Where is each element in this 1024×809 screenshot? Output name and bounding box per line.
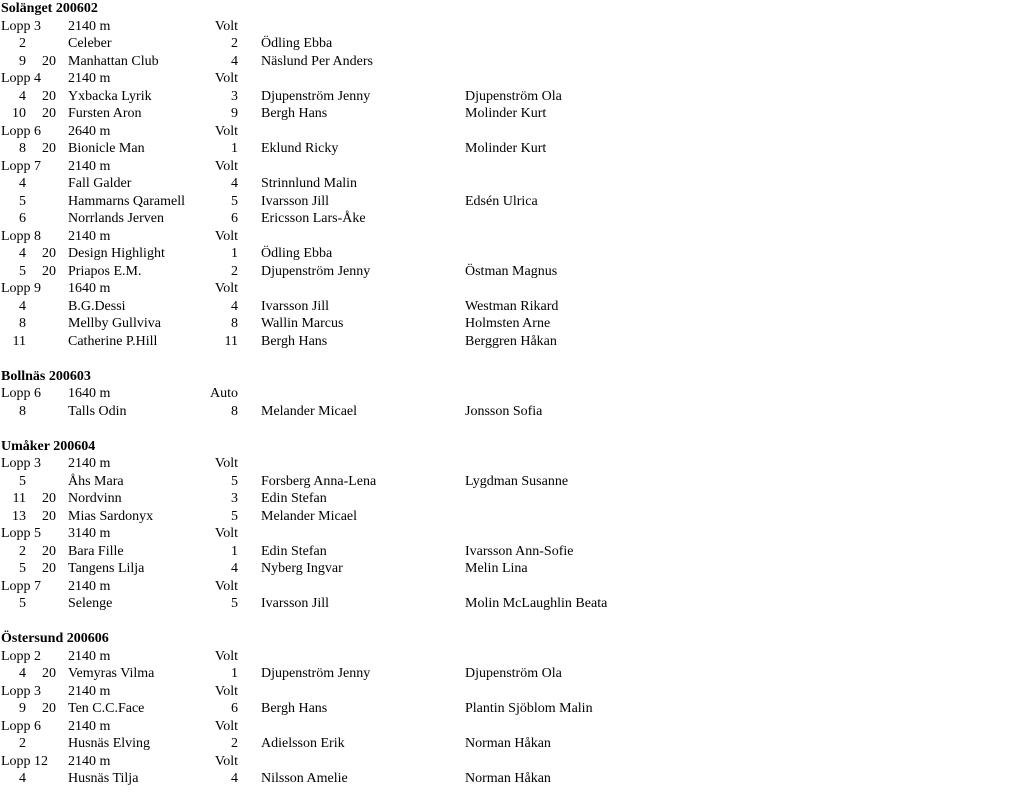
driver-name: Eklund Ricky [261,141,339,156]
start-type: Volt [214,578,238,594]
start-number: 4 [19,246,26,261]
entry-row [0,210,1024,228]
blank-line [0,350,1024,368]
horse-name: Vemyras Vilma [68,666,155,681]
entry-row [0,595,1024,613]
post-position: 2 [231,263,238,279]
start-number: 5 [19,596,26,611]
horse-name: B.G.Dessi [68,298,126,314]
entry-row [0,560,1024,578]
section-heading: Östersund 200606 [1,631,109,646]
handicap-distance: 20 [42,701,56,716]
post-position: 3 [231,491,238,506]
trainer-name: Lygdman Susanne [465,473,569,489]
start-type: Volt [214,648,238,664]
start-number: 4 [19,666,26,681]
post-position: 4 [231,176,238,191]
horse-name: Talls Odin [68,403,127,419]
trainer-name: Ivarsson Ann-Sofie [465,543,574,559]
race-number: Lopp 9 [1,281,42,296]
section-heading-row [0,368,1024,386]
race-row [0,455,1024,473]
entry-row [0,333,1024,351]
trainer-name: Holmsten Arne [465,316,551,331]
race-distance: 2140 m [68,648,111,664]
post-position: 5 [231,508,238,524]
post-position: 8 [231,316,238,331]
horse-name: Priapos E.M. [68,263,142,279]
handicap-distance: 20 [42,561,56,576]
horse-name: Fursten Aron [68,106,142,121]
start-type: Volt [214,718,238,734]
post-position: 4 [231,771,238,786]
driver-name: Bergh Hans [261,333,328,349]
handicap-distance: 20 [42,246,56,261]
race-number: Lopp 5 [1,526,42,541]
post-position: 2 [231,36,238,51]
trainer-name: Melin Lina [465,561,528,576]
entry-row [0,140,1024,158]
trainer-name: Östman Magnus [465,263,558,279]
section-heading: Solänget 200602 [1,1,98,16]
horse-name: Fall Galder [68,176,132,191]
race-distance: 1640 m [68,281,111,296]
race-row [0,648,1024,666]
trainer-name: Westman Rikard [465,298,559,314]
driver-name: Bergh Hans [261,106,328,121]
post-position: 6 [231,701,238,716]
post-position: 1 [231,543,238,559]
handicap-distance: 20 [42,141,56,156]
start-type: Volt [214,683,238,699]
start-type: Volt [214,158,238,174]
race-row [0,718,1024,736]
race-number: Lopp 3 [1,456,42,471]
start-number: 11 [12,491,26,506]
post-position: 5 [231,193,238,209]
driver-name: Ödling Ebba [261,36,333,51]
race-distance: 2140 m [68,18,111,34]
race-number: Lopp 3 [1,18,42,34]
race-row [0,228,1024,246]
entry-row [0,508,1024,526]
race-row [0,385,1024,403]
handicap-distance: 20 [42,666,56,681]
start-type: Volt [214,18,238,34]
start-type: Volt [214,71,238,86]
entry-row [0,770,1024,788]
driver-name: Djupenström Jenny [261,88,371,104]
race-distance: 3140 m [68,526,111,541]
trainer-name: Jonsson Sofia [465,403,543,419]
section-heading-row [0,630,1024,648]
start-number: 5 [19,193,26,209]
section-heading-row [0,438,1024,456]
horse-name: Husnäs Tilja [68,771,139,786]
handicap-distance: 20 [42,263,56,279]
start-number: 4 [19,298,26,314]
trainer-name: Plantin Sjöblom Malin [465,701,593,716]
section-heading-row [0,0,1024,18]
driver-name: Wallin Marcus [261,316,344,331]
horse-name: Celeber [68,36,112,51]
horse-name: Manhattan Club [68,53,159,69]
start-number: 11 [12,333,26,349]
race-row [0,70,1024,88]
start-number: 5 [19,561,26,576]
horse-name: Tangens Lilja [68,561,145,576]
race-row [0,158,1024,176]
race-number: Lopp 2 [1,648,42,664]
race-number: Lopp 12 [1,753,49,769]
post-position: 11 [224,333,238,349]
horse-name: Selenge [68,596,113,611]
driver-name: Melander Micael [261,403,358,419]
start-number: 5 [19,263,26,279]
start-type: Volt [214,456,238,471]
driver-name: Näslund Per Anders [261,53,373,69]
driver-name: Adielsson Erik [261,736,345,751]
horse-name: Catherine P.Hill [68,333,158,349]
entry-row [0,490,1024,508]
trainer-name: Molin McLaughlin Beata [465,596,608,611]
driver-name: Nyberg Ingvar [261,561,343,576]
trainer-name: Norman Håkan [465,736,551,751]
driver-name: Ödling Ebba [261,246,333,261]
race-number: Lopp 6 [1,123,42,139]
horse-name: Design Highlight [68,246,165,261]
start-number: 6 [19,211,26,226]
start-type: Volt [214,123,238,139]
race-distance: 2140 m [68,718,111,734]
race-distance: 2640 m [68,123,111,139]
entry-row [0,35,1024,53]
entry-row [0,700,1024,718]
post-position: 5 [231,596,238,611]
post-position: 1 [231,141,238,156]
race-row [0,123,1024,141]
entry-row [0,88,1024,106]
start-number: 5 [19,473,26,489]
entry-row [0,263,1024,281]
entry-row [0,543,1024,561]
handicap-distance: 20 [42,508,56,524]
post-position: 4 [231,298,238,314]
horse-name: Ten C.C.Face [68,701,145,716]
entry-row [0,193,1024,211]
start-type: Volt [214,281,238,296]
entry-row [0,245,1024,263]
start-type: Auto [210,386,238,401]
horse-name: Åhs Mara [68,473,124,489]
driver-name: Ivarsson Jill [261,298,330,314]
horse-name: Norrlands Jerven [68,211,165,226]
post-position: 1 [231,666,238,681]
entry-row [0,735,1024,753]
horse-name: Hammarns Qaramell [68,193,186,209]
entry-row [0,105,1024,123]
race-row [0,578,1024,596]
handicap-distance: 20 [42,53,56,69]
start-number: 10 [12,106,26,121]
start-number: 8 [19,141,26,156]
start-type: Volt [214,526,238,541]
horse-name: Bara Fille [68,543,124,559]
trainer-name: Molinder Kurt [465,106,547,121]
driver-name: Djupenström Jenny [261,263,371,279]
trainer-name: Molinder Kurt [465,141,547,156]
race-distance: 2140 m [68,71,111,86]
driver-name: Edin Stefan [261,491,327,506]
blank-line [0,420,1024,438]
entry-row [0,403,1024,421]
post-position: 5 [231,473,238,489]
post-position: 1 [231,246,238,261]
start-number: 9 [19,53,26,69]
race-row [0,683,1024,701]
section-heading: Umåker 200604 [1,438,96,454]
driver-name: Bergh Hans [261,701,328,716]
blank-line [0,613,1024,631]
race-distance: 2140 m [68,578,111,594]
handicap-distance: 20 [42,543,56,559]
start-number: 4 [19,88,26,104]
handicap-distance: 20 [42,106,56,121]
start-type: Volt [214,753,238,769]
horse-name: Yxbacka Lyrik [68,88,152,104]
race-row [0,753,1024,771]
entry-row [0,53,1024,71]
driver-name: Ivarsson Jill [261,596,330,611]
race-number: Lopp 7 [1,158,42,174]
race-distance: 2140 m [68,456,111,471]
driver-name: Forsberg Anna-Lena [261,473,377,489]
start-number: 8 [19,316,26,331]
start-number: 8 [19,403,26,419]
post-position: 2 [231,736,238,751]
driver-name: Djupenström Jenny [261,666,371,681]
start-number: 13 [12,508,26,524]
start-number: 2 [19,736,26,751]
race-distance: 2140 m [68,228,111,244]
race-row [0,280,1024,298]
entry-row [0,175,1024,193]
race-number: Lopp 7 [1,578,42,594]
start-number: 9 [19,701,26,716]
driver-name: Strinnlund Malin [261,176,358,191]
post-position: 4 [231,561,238,576]
race-distance: 1640 m [68,386,111,401]
handicap-distance: 20 [42,491,56,506]
trainer-name: Edsén Ulrica [465,193,538,209]
post-position: 9 [231,106,238,121]
race-row [0,525,1024,543]
horse-name: Bionicle Man [68,141,145,156]
driver-name: Ivarsson Jill [261,193,330,209]
horse-name: Mellby Gullviva [68,316,161,331]
race-number: Lopp 3 [1,683,42,699]
post-position: 8 [231,403,238,419]
race-distance: 2140 m [68,683,111,699]
trainer-name: Djupenström Ola [465,666,562,681]
handicap-distance: 20 [42,88,56,104]
section-heading: Bollnäs 200603 [1,368,91,384]
driver-name: Ericsson Lars-Åke [261,211,366,226]
driver-name: Nilsson Amelie [261,771,348,786]
entry-row [0,315,1024,333]
race-distance: 2140 m [68,158,111,174]
post-position: 4 [231,53,238,69]
post-position: 6 [231,211,238,226]
start-number: 4 [19,176,26,191]
race-number: Lopp 6 [1,386,42,401]
start-number: 2 [19,543,26,559]
race-row [0,18,1024,36]
trainer-name: Berggren Håkan [465,333,557,349]
horse-name: Husnäs Elving [68,736,151,751]
driver-name: Melander Micael [261,508,358,524]
horse-name: Mias Sardonyx [68,508,154,524]
post-position: 3 [231,88,238,104]
start-number: 4 [19,771,26,786]
race-number: Lopp 8 [1,228,42,244]
race-number: Lopp 4 [1,71,42,86]
entry-row [0,473,1024,491]
entry-row [0,298,1024,316]
trainer-name: Norman Håkan [465,771,551,786]
horse-name: Nordvinn [68,491,122,506]
start-number: 2 [19,36,26,51]
start-type: Volt [214,228,238,244]
driver-name: Edin Stefan [261,543,327,559]
race-number: Lopp 6 [1,718,42,734]
entry-row [0,665,1024,683]
trainer-name: Djupenström Ola [465,88,562,104]
race-distance: 2140 m [68,753,111,769]
